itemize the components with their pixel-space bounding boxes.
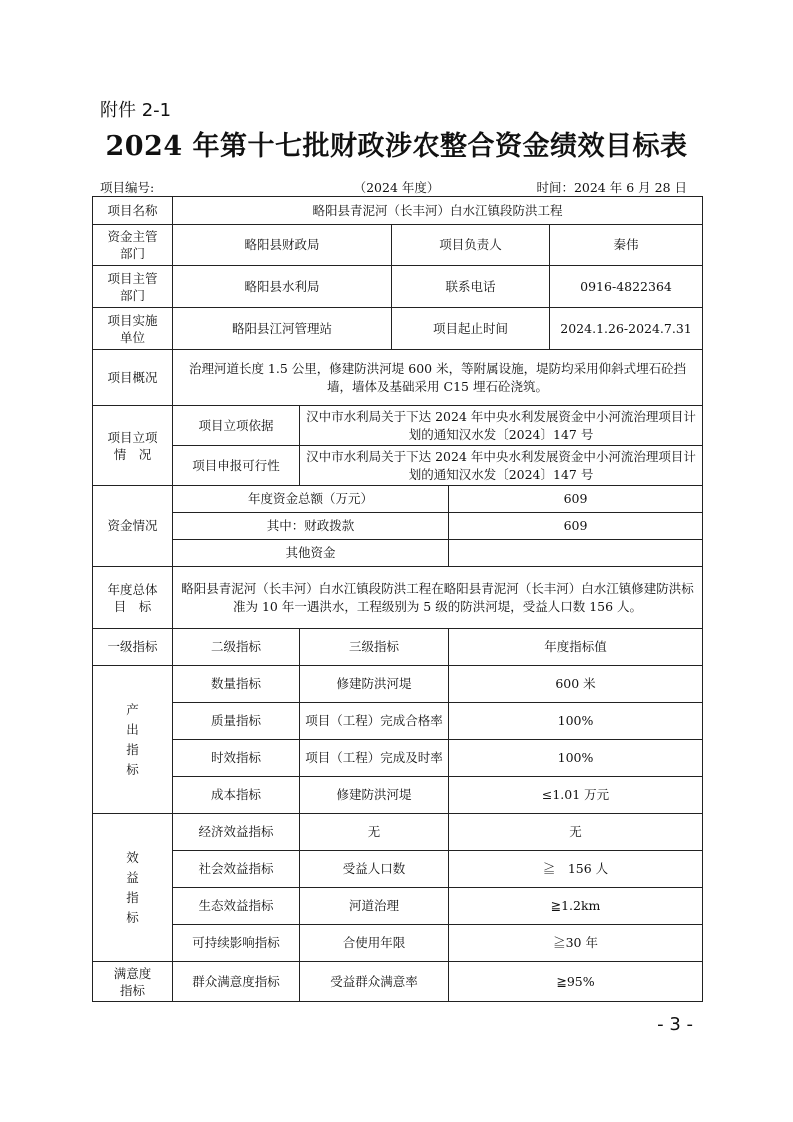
impl-unit-label xyxy=(93,308,173,350)
level3-cell: 河道治理 xyxy=(300,888,449,925)
level2-cell: 质量指标 xyxy=(173,703,300,740)
row-funding-dept xyxy=(93,225,703,266)
project-dept-label-line1: 项目主管 xyxy=(107,270,158,286)
project-dept-label-line2: 部门 xyxy=(119,287,145,303)
row-satisfaction xyxy=(93,962,703,1002)
year-label: （2024 年度） xyxy=(353,180,440,195)
feasibility-text: 汉中市水利局关于下达 2024 年中央水利发展资金中小河流治理项目计划的通知汉水发〔2024〕147 号 xyxy=(300,446,703,486)
benefit-label-char: 效 xyxy=(126,849,139,865)
funds-other-value xyxy=(449,540,703,567)
level2-cell: 成本指标 xyxy=(173,777,300,814)
table-row xyxy=(93,925,703,962)
approval-basis-text: 汉中市水利局关于下达 2024 年中央水利发展资金中小河流治理项目计划的通知汉水发〔2024〕147 号 xyxy=(300,406,703,446)
value-cell: 无 xyxy=(449,814,703,851)
value-cell: ≧30 年 xyxy=(449,925,703,962)
attachment-label: 附件 2-1 xyxy=(100,100,172,121)
level3-cell: 项目（工程）完成及时率 xyxy=(300,740,449,777)
table-row xyxy=(93,814,703,851)
project-name-label: 项目名称 xyxy=(93,197,173,225)
level2-header: 二级指标 xyxy=(173,629,300,666)
value-cell: ≤1.01 万元 xyxy=(449,777,703,814)
row-project-name xyxy=(93,197,703,225)
value-cell: ≧95% xyxy=(449,962,703,1002)
project-dept-label xyxy=(93,266,173,308)
funding-dept-value: 略阳县财政局 xyxy=(173,225,392,266)
table-row xyxy=(93,888,703,925)
phone-value: 0916-4822364 xyxy=(550,266,703,308)
value-cell: ≧1.2km xyxy=(449,888,703,925)
annual-goal-text: 略阳县青泥河（长丰河）白水江镇段防洪工程在略阳县青泥河（长丰河）白水江镇修建防洪标准为 10 年一遇洪水，工程级别为 5 级的防洪河堤，受益人口数 156 人。 xyxy=(173,567,703,629)
table-row xyxy=(93,851,703,888)
level3-cell: 修建防洪河堤 xyxy=(300,777,449,814)
row-funds-other xyxy=(93,540,703,567)
benefit-indicator-label xyxy=(93,814,173,962)
funds-other-label: 其他资金 xyxy=(173,540,449,567)
impl-unit-label-line1: 项目实施 xyxy=(107,312,158,328)
benefit-label-char: 益 xyxy=(126,869,139,885)
level3-header: 三级指标 xyxy=(300,629,449,666)
period-value: 2024.1.26-2024.7.31 xyxy=(550,308,703,350)
row-funds-fiscal xyxy=(93,513,703,540)
impl-unit-value: 略阳县江河管理站 xyxy=(173,308,392,350)
funds-total-value: 609 xyxy=(449,486,703,513)
output-label-char: 指 xyxy=(126,741,139,757)
row-overview xyxy=(93,350,703,406)
funds-label: 资金情况 xyxy=(93,486,173,567)
satisfaction-label xyxy=(93,962,173,1002)
value-cell: 600 米 xyxy=(449,666,703,703)
output-label-char: 标 xyxy=(126,761,139,777)
level3-cell: 无 xyxy=(300,814,449,851)
level3-cell: 合使用年限 xyxy=(300,925,449,962)
row-annual-goal xyxy=(93,567,703,629)
level2-cell: 群众满意度指标 xyxy=(173,962,300,1002)
performance-target-table xyxy=(92,196,703,1002)
project-dept-value: 略阳县水利局 xyxy=(173,266,392,308)
level2-cell: 数量指标 xyxy=(173,666,300,703)
level3-cell: 受益人口数 xyxy=(300,851,449,888)
impl-unit-label-line2: 单位 xyxy=(119,329,145,345)
level3-cell: 受益群众满意率 xyxy=(300,962,449,1002)
row-impl-unit xyxy=(93,308,703,350)
row-project-dept xyxy=(93,266,703,308)
feasibility-label: 项目申报可行性 xyxy=(173,446,300,486)
row-approval-feasibility xyxy=(93,446,703,486)
value-cell: ≧ 156 人 xyxy=(449,851,703,888)
leader-value: 秦伟 xyxy=(550,225,703,266)
level3-cell: 修建防洪河堤 xyxy=(300,666,449,703)
page-number: - 3 - xyxy=(657,1014,693,1035)
date-label: 时间：2024 年 6 月 28 日 xyxy=(536,180,687,195)
row-indicator-header xyxy=(93,629,703,666)
table-row xyxy=(93,666,703,703)
approval-label xyxy=(93,406,173,486)
level2-cell: 社会效益指标 xyxy=(173,851,300,888)
approval-label-line1: 项目立项 xyxy=(107,429,158,445)
row-approval-basis xyxy=(93,406,703,446)
output-label-char: 产 xyxy=(126,701,139,717)
level1-header: 一级指标 xyxy=(93,629,173,666)
value-cell: 100% xyxy=(449,703,703,740)
row-funds-total xyxy=(93,486,703,513)
value-cell: 100% xyxy=(449,740,703,777)
project-name-value: 略阳县青泥河（长丰河）白水江镇段防洪工程 xyxy=(173,197,703,225)
funding-dept-label-line1: 资金主管 xyxy=(107,229,158,244)
annual-goal-label-line2: 目 标 xyxy=(113,598,152,614)
annual-goal-label xyxy=(93,567,173,629)
benefit-label-char: 指 xyxy=(126,889,139,905)
level3-cell: 项目（工程）完成合格率 xyxy=(300,703,449,740)
annual-goal-label-line1: 年度总体 xyxy=(107,581,158,597)
value-header: 年度指标值 xyxy=(449,629,703,666)
funding-dept-label-line2: 部门 xyxy=(119,246,145,261)
output-label-char: 出 xyxy=(126,721,139,737)
funds-fiscal-value: 609 xyxy=(449,513,703,540)
overview-label: 项目概况 xyxy=(93,350,173,406)
table-row xyxy=(93,740,703,777)
leader-label: 项目负责人 xyxy=(392,225,550,266)
phone-label: 联系电话 xyxy=(392,266,550,308)
level2-cell: 生态效益指标 xyxy=(173,888,300,925)
level2-cell: 时效指标 xyxy=(173,740,300,777)
table-row xyxy=(93,777,703,814)
approval-basis-label: 项目立项依据 xyxy=(173,406,300,446)
satisfaction-label-line2: 指标 xyxy=(119,982,145,998)
output-indicator-label xyxy=(93,666,173,814)
funding-dept-label xyxy=(93,225,173,266)
period-label: 项目起止时间 xyxy=(392,308,550,350)
level2-cell: 可持续影响指标 xyxy=(173,925,300,962)
satisfaction-label-line1: 满意度 xyxy=(113,965,152,981)
funds-fiscal-label: 其中：财政拨款 xyxy=(173,513,449,540)
level2-cell: 经济效益指标 xyxy=(173,814,300,851)
project-number-label: 项目编号: xyxy=(100,180,155,195)
approval-label-line2: 情 况 xyxy=(113,446,152,462)
funds-total-label: 年度资金总额（万元） xyxy=(173,486,449,513)
overview-text: 治理河道长度 1.5 公里，修建防洪河堤 600 米，等附属设施，堤防均采用仰斜式埋石砼挡墙，墙体及基础采用 C15 埋石砼浇筑。 xyxy=(173,350,703,406)
table-row xyxy=(93,703,703,740)
document-title: 2024 年第十七批财政涉农整合资金绩效目标表 xyxy=(105,131,688,162)
benefit-label-char: 标 xyxy=(126,909,139,925)
